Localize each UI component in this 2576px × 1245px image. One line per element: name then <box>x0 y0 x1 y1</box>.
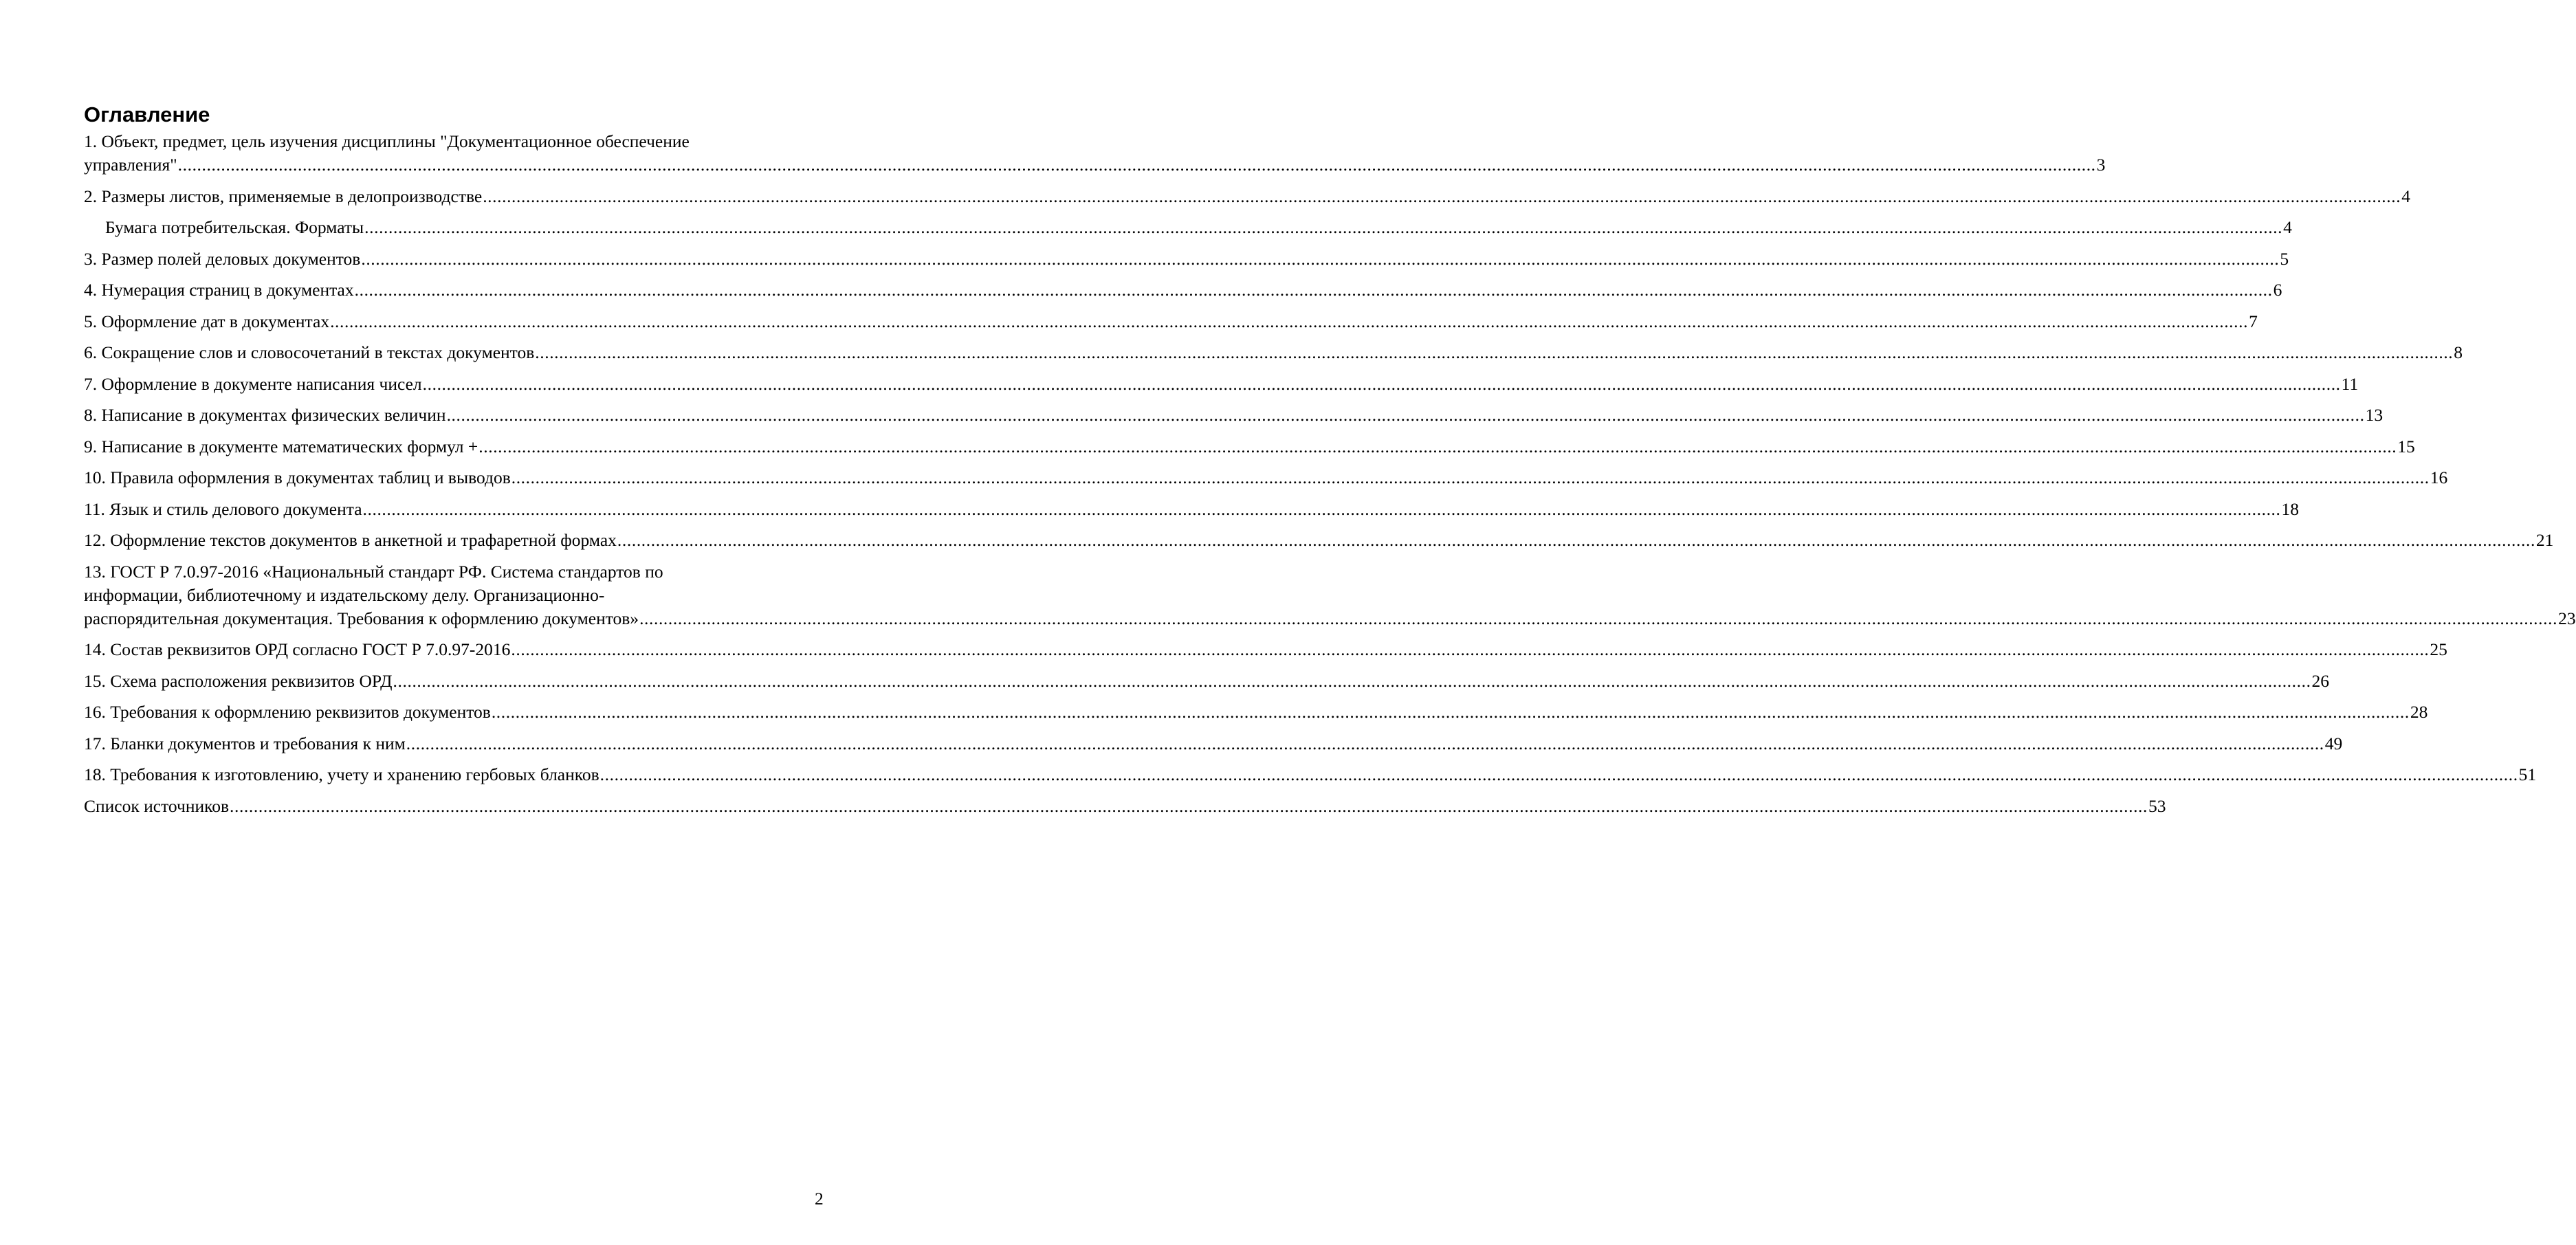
toc-entry[interactable] <box>84 795 2166 818</box>
toc-entry-row <box>84 373 2359 396</box>
toc-entry[interactable] <box>84 216 2292 239</box>
toc-dot-leader: ................................................................................................................................................................................................................................................................................................................................................................................................................ <box>483 186 2401 206</box>
toc-page-number: 18 <box>2281 498 2300 519</box>
toc-entry[interactable] <box>84 670 2330 693</box>
toc-entry[interactable] <box>84 498 2300 521</box>
toc-dot-leader: ................................................................................................................................................................................................................................................................................................................................................................................................................ <box>491 702 2410 722</box>
toc-entry[interactable] <box>84 247 2289 271</box>
toc-entry-title: Список источников <box>84 795 229 816</box>
toc-page-number: 4 <box>2401 186 2410 206</box>
toc-dot-leader: ................................................................................................................................................................................................................................................................................................................................................................................................................ <box>446 405 2365 425</box>
toc-entry[interactable] <box>84 373 2359 396</box>
toc-entry-text-line: 1. Объект, предмет, цель изучения дисциплины "Документационное обеспечение <box>84 131 690 151</box>
toc-entry-row <box>84 763 2537 786</box>
toc-entry[interactable] <box>84 404 2384 427</box>
toc-page-number: 51 <box>2518 764 2537 784</box>
toc-entry-title: 9. Написание в документе математических формул + <box>84 436 478 456</box>
toc-entry-title: 3. Размер полей деловых документов <box>84 248 361 269</box>
toc-page-number: 5 <box>2280 248 2289 269</box>
toc-dot-leader: ................................................................................................................................................................................................................................................................................................................................................................................................................ <box>354 280 2273 300</box>
toc-dot-leader: ................................................................................................................................................................................................................................................................................................................................................................................................................ <box>511 467 2430 487</box>
toc-dot-leader: ................................................................................................................................................................................................................................................................................................................................................................................................................ <box>330 311 2249 331</box>
toc-entry[interactable] <box>84 278 2282 302</box>
toc-page-number: 15 <box>2397 436 2415 456</box>
toc-entry[interactable] <box>84 638 2447 661</box>
page-number: 2 <box>815 1189 824 1209</box>
toc-entry-row <box>84 701 2428 724</box>
toc-page-number: 26 <box>2311 670 2330 691</box>
toc-entry-row <box>84 529 2554 552</box>
toc-dot-leader: ................................................................................................................................................................................................................................................................................................................................................................................................................ <box>599 764 2518 784</box>
toc-entry-title: управления" <box>84 155 177 175</box>
toc-entry-title: 11. Язык и стиль делового документа <box>84 498 362 519</box>
toc-dot-leader: ................................................................................................................................................................................................................................................................................................................................................................................................................ <box>511 639 2430 659</box>
toc-entry[interactable] <box>84 560 2576 630</box>
toc-entry-row <box>84 795 2166 818</box>
toc-entry-title: 4. Нумерация страниц в документах <box>84 280 354 300</box>
toc-entry[interactable] <box>84 732 2343 756</box>
toc-entry-title: 7. Оформление в документе написания чисел <box>84 373 422 394</box>
toc-dot-leader: ................................................................................................................................................................................................................................................................................................................................................................................................................ <box>478 436 2397 456</box>
toc-dot-leader: ................................................................................................................................................................................................................................................................................................................................................................................................................ <box>177 155 2096 175</box>
toc-entry[interactable] <box>84 435 2415 459</box>
toc-title: Оглавление <box>84 102 210 126</box>
toc-entry-title: 16. Требования к оформлению реквизитов документов <box>84 702 491 722</box>
toc-entry-row <box>84 310 2258 333</box>
toc-entry-row <box>84 153 2106 177</box>
toc-entry-row <box>84 732 2343 756</box>
toc-page-number: 16 <box>2430 467 2448 487</box>
toc-entry[interactable] <box>84 185 2410 208</box>
toc-entry-row <box>84 341 2463 364</box>
toc-entry[interactable] <box>84 701 2428 724</box>
toc-entry-title: 12. Оформление текстов документов в анкетной и трафаретной формах <box>84 530 617 550</box>
toc-dot-leader: ................................................................................................................................................................................................................................................................................................................................................................................................................ <box>422 373 2341 394</box>
toc-entry-title: 10. Правила оформления в документах таблиц и выводов <box>84 467 511 487</box>
toc-entry-title: 15. Схема расположения реквизитов ОРД <box>84 670 393 691</box>
toc-page-number: 23 <box>2558 608 2576 628</box>
toc-entry-text-line: информации, библиотечному и издательскому делу. Организационно- <box>84 584 605 605</box>
toc-entry-row <box>84 278 2282 302</box>
toc-entry-title: 5. Оформление дат в документах <box>84 311 330 331</box>
toc-entry-title: Бумага потребительская. Форматы <box>105 217 364 237</box>
toc-page-number: 3 <box>2096 155 2106 175</box>
toc-entry-row <box>105 216 2292 239</box>
toc-page-number: 53 <box>2148 795 2166 816</box>
toc-dot-leader: ................................................................................................................................................................................................................................................................................................................................................................................................................ <box>364 217 2283 237</box>
toc-dot-leader: ................................................................................................................................................................................................................................................................................................................................................................................................................ <box>535 342 2454 362</box>
toc-dot-leader: ................................................................................................................................................................................................................................................................................................................................................................................................................ <box>406 733 2324 753</box>
toc-page-number: 21 <box>2535 530 2554 550</box>
toc-entry-title: 14. Состав реквизитов ОРД согласно ГОСТ Р 7.0.97-2016 <box>84 639 511 659</box>
toc-page-number: 25 <box>2430 639 2447 659</box>
toc-page-number: 6 <box>2273 280 2282 300</box>
toc-dot-leader: ................................................................................................................................................................................................................................................................................................................................................................................................................ <box>362 498 2281 519</box>
toc-page-number: 49 <box>2324 733 2343 753</box>
toc-entry-row <box>84 185 2410 208</box>
toc-page-number: 8 <box>2454 342 2463 362</box>
toc-page-number: 7 <box>2249 311 2258 331</box>
toc-entry-row <box>84 498 2300 521</box>
toc-entry-title: распорядительная документация. Требования к оформлению документов» <box>84 608 639 628</box>
toc-entry[interactable] <box>84 466 2448 489</box>
toc-entry[interactable] <box>84 763 2537 786</box>
toc-entry-row <box>84 607 2576 630</box>
toc-page-number: 11 <box>2341 373 2359 394</box>
toc-dot-leader: ................................................................................................................................................................................................................................................................................................................................................................................................................ <box>393 670 2311 691</box>
toc-entry-title: 17. Бланки документов и требования к ним <box>84 733 406 753</box>
toc-entry-title: 2. Размеры листов, применяемые в делопроизводстве <box>84 186 483 206</box>
toc-page-number: 4 <box>2283 217 2292 237</box>
toc-page-number: 28 <box>2410 702 2428 722</box>
toc-entry-row <box>84 435 2415 459</box>
toc-dot-leader: ................................................................................................................................................................................................................................................................................................................................................................................................................ <box>639 608 2558 628</box>
toc-entry[interactable] <box>84 130 2106 177</box>
toc-entry-row <box>84 404 2384 427</box>
toc-entry-text-line: 13. ГОСТ Р 7.0.97-2016 «Национальный стандарт РФ. Система стандартов по <box>84 561 663 582</box>
toc-list <box>84 130 2576 818</box>
toc-entry[interactable] <box>84 529 2554 552</box>
document-page <box>84 102 2576 826</box>
toc-entry-title: 8. Написание в документах физических величин <box>84 405 446 425</box>
toc-dot-leader: ................................................................................................................................................................................................................................................................................................................................................................................................................ <box>361 248 2280 269</box>
toc-entry-title: 6. Сокращение слов и словосочетаний в текстах документов <box>84 342 535 362</box>
toc-entry-title: 18. Требования к изготовлению, учету и хранению гербовых бланков <box>84 764 599 784</box>
toc-dot-leader: ................................................................................................................................................................................................................................................................................................................................................................................................................ <box>230 795 2148 816</box>
toc-entry-row <box>84 247 2289 271</box>
toc-entry-row <box>84 670 2330 693</box>
toc-entry-row <box>84 638 2447 661</box>
toc-entry-row <box>84 466 2448 489</box>
toc-dot-leader: ................................................................................................................................................................................................................................................................................................................................................................................................................ <box>617 530 2535 550</box>
toc-entry[interactable] <box>84 310 2258 333</box>
toc-entry[interactable] <box>84 341 2463 364</box>
toc-page-number: 13 <box>2365 405 2384 425</box>
